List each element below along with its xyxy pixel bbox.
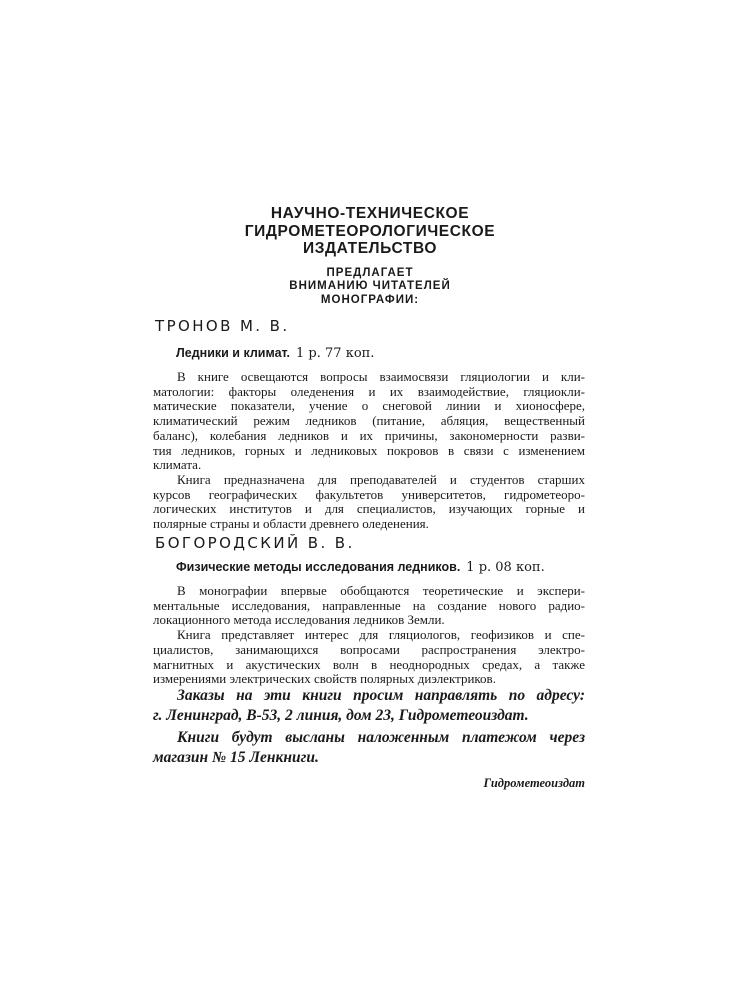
description-line: курсов географических факультетов университетов, гидрометеоро-: [153, 486, 585, 502]
order-line: Заказы на эти книги просим направлять по адресу:: [177, 687, 585, 704]
description-line: матологии: факторы оледенения и их взаимодействие, гляциокли-: [153, 383, 585, 399]
description-line: измерениями электрических свойств полярных диэлектриков.: [153, 671, 496, 687]
description-line: Книга предназначена для преподавателей и студентов старших: [177, 471, 585, 487]
book-price: 1 р. 08 коп.: [466, 560, 545, 575]
description-line: магнитных и акустических волн в неоднородных средах, а также: [153, 656, 585, 672]
book-title-line: [176, 560, 545, 575]
publisher-name-line: НАУЧНО-ТЕХНИЧЕСКОЕ: [270, 205, 470, 222]
publisher-name-line: ИЗДАТЕЛЬСТВО: [302, 240, 438, 257]
order-line: г. Ленинград, В-53, 2 линия, дом 23, Гидрометеоиздат.: [153, 707, 529, 724]
description-line: полярные страны и области древнего оледенения.: [153, 516, 429, 532]
description-line: В книге освещаются вопросы взаимосвязи гляциологии и кли-: [177, 369, 585, 384]
offers-line: ПРЕДЛАГАЕТ: [326, 266, 414, 279]
description-line: климатический режим ледников (питание, абляция, вещественный: [153, 413, 585, 429]
publisher-header: [140, 205, 600, 307]
book-description: [153, 370, 585, 532]
book-title: Ледники и климат.: [176, 346, 291, 360]
book-author: ТРОНОВ М. В.: [155, 317, 290, 335]
description-line: баланс), колебания ледников и их причины, закономерности разви-: [153, 427, 585, 443]
order-line: Книги будут высланы наложенным платежом через: [177, 729, 585, 746]
publisher-signature: Гидрометеоиздат: [483, 776, 585, 790]
offers-line: ВНИМАНИЮ ЧИТАТЕЛЕЙ: [289, 280, 451, 292]
description-line: циалистов, занимающихся вопросами распространения электро-: [153, 641, 585, 657]
description-line: матические показатели, учение о снеговой линии и хионосфере,: [153, 398, 585, 414]
book-description: [153, 584, 585, 687]
order-line: магазин № 15 Ленкниги.: [153, 749, 319, 766]
book-price: 1 р. 77 коп.: [296, 346, 375, 361]
description-line: логических институтов и для специалистов, изучающих горные и: [153, 501, 585, 517]
offers-heading: [140, 267, 600, 308]
offers-line: МОНОГРАФИИ:: [320, 293, 420, 306]
order-delivery-notice: [153, 728, 585, 768]
publisher-name-line: ГИДРОМЕТЕОРОЛОГИЧЕСКОЕ: [244, 222, 496, 240]
description-line: В монографии впервые обобщаются теоретические и экспери-: [177, 583, 585, 598]
description-line: климата.: [153, 457, 202, 473]
order-address-notice: [153, 686, 585, 726]
description-line: Книга представляет интерес для гляциологов, геофизиков и спе-: [177, 627, 585, 643]
description-line: локационного метода исследования ледников Земли.: [153, 612, 445, 628]
description-line: тия ледников, горных и ледниковых покровов в связи с изменением: [153, 442, 585, 458]
description-line: ментальные исследования, направленные на создание нового радио-: [153, 597, 585, 613]
book-title: Физические методы исследования ледников.: [176, 560, 461, 574]
book-title-line: [176, 346, 374, 361]
book-author: БОГОРОДСКИЙ В. В.: [155, 534, 355, 552]
